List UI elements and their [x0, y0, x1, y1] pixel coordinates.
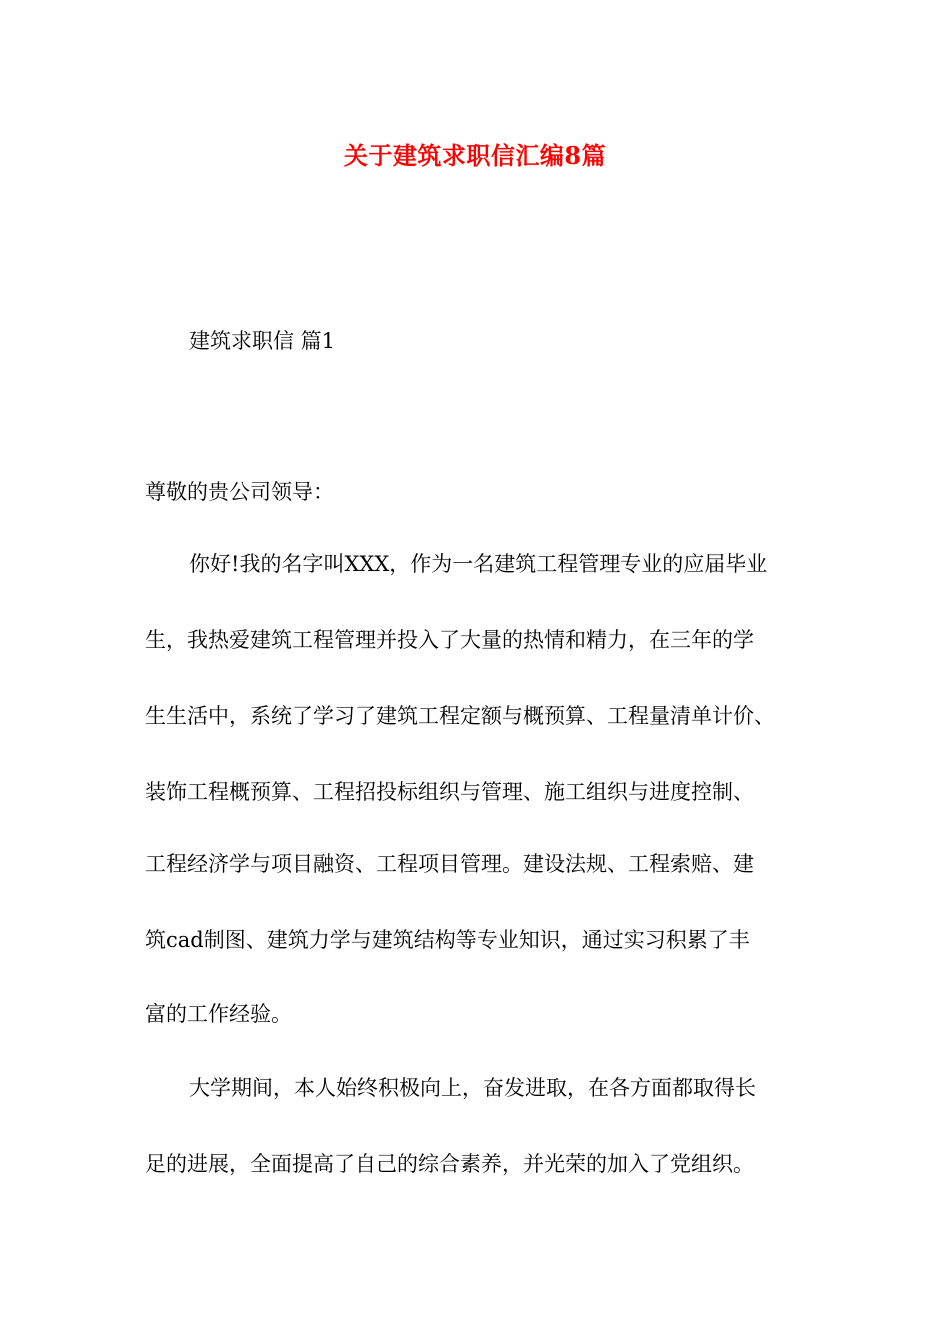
paragraph-1-line-2: 生，我热爱建筑工程管理并投入了大量的热情和精力，在三年的学 — [145, 628, 754, 652]
document-title: 关于建筑求职信汇编8篇 — [343, 141, 607, 170]
salutation: 尊敬的贵公司领导： — [145, 480, 334, 504]
paragraph-2-line-2: 足的进展，全面提高了自己的综合素养，并光荣的加入了党组织。 — [145, 1152, 754, 1176]
paragraph-1-line-7: 富的工作经验。 — [145, 1002, 292, 1026]
paragraph-1-line-4: 装饰工程概预算、工程招投标组织与管理、施工组织与进度控制、 — [145, 780, 754, 804]
paragraph-1-line-6: 筑cad制图、建筑力学与建筑结构等专业知识，通过实习积累了丰 — [145, 928, 750, 952]
paragraph-2-line-1: 大学期间，本人始终积极向上，奋发进取，在各方面都取得长 — [189, 1076, 756, 1100]
paragraph-1-line-1: 你好!我的名字叫XXX，作为一名建筑工程管理专业的应届毕业 — [189, 552, 768, 576]
paragraph-1-line-3: 生生活中，系统了学习了建筑工程定额与概预算、工程量清单计价、 — [145, 704, 775, 728]
section-heading: 建筑求职信 篇1 — [189, 329, 336, 353]
paragraph-1-line-5: 工程经济学与项目融资、工程项目管理。建设法规、工程索赔、建 — [145, 852, 754, 876]
